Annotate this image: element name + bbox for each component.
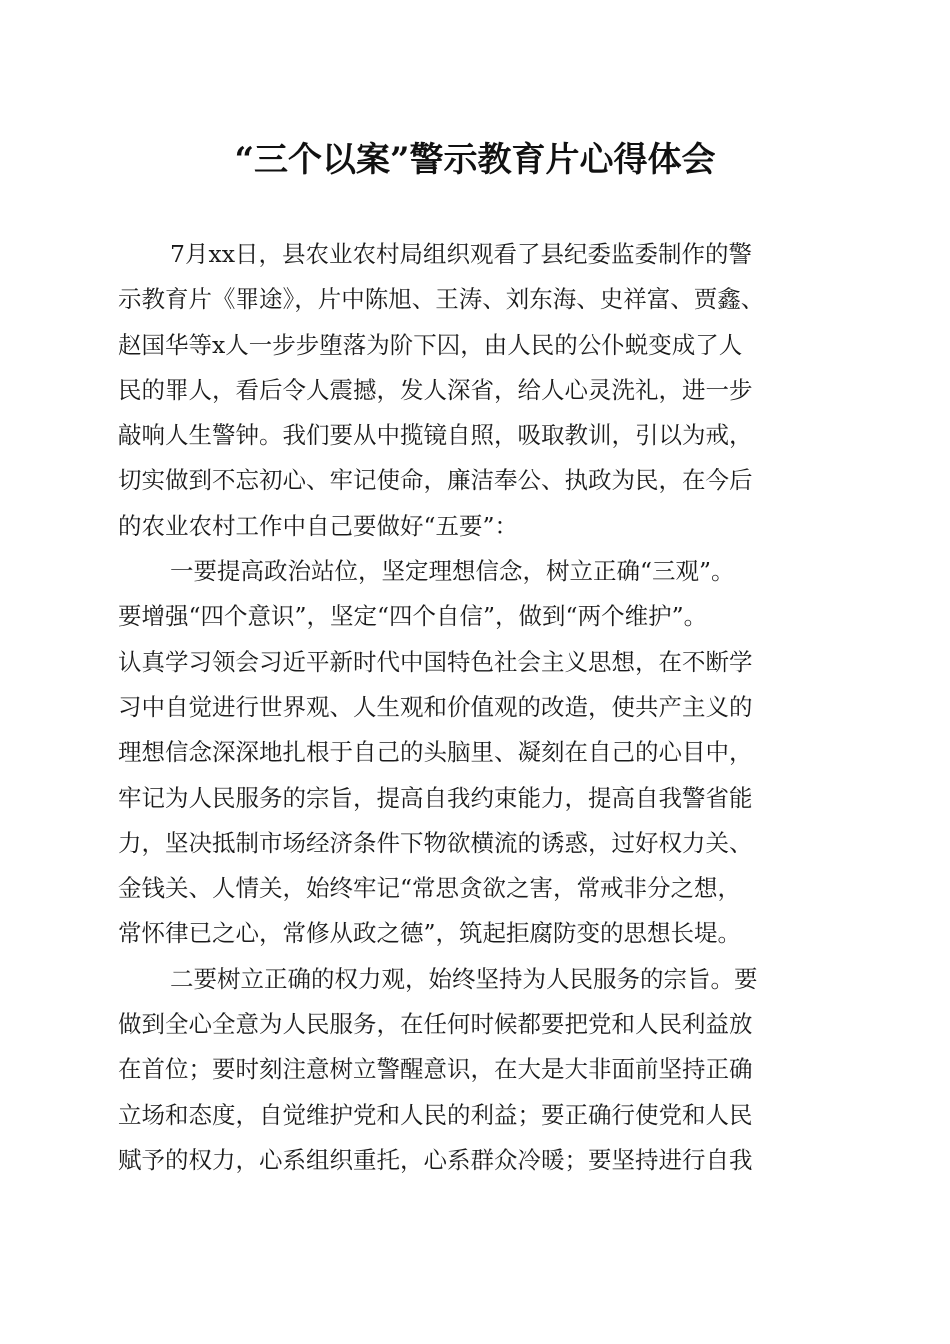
text-line: 习中自觉进行世界观、人生观和价值观的改造，使共产主义的 (118, 692, 753, 721)
text-line: 二要树立正确的权力观，始终坚持为人民服务的宗旨。要 (170, 964, 758, 993)
paragraph-point-two (118, 957, 832, 1183)
paragraph-point-one (118, 549, 832, 957)
text-line: 理想信念深深地扎根于自己的头脑里、凝刻在自己的心目中， (118, 738, 753, 767)
text-line: 民的罪人，看后令人震撼，发人深省，给人心灵洗礼，进一步 (118, 375, 753, 404)
text-line: 一要提高政治站位，坚定理想信念，树立正确“三观”。 (170, 557, 735, 586)
document-title: “三个以案”警示教育片心得体会 (234, 140, 716, 180)
text-line: 敲响人生警钟。我们要从中揽镜自照，吸取教训，引以为戒， (118, 421, 753, 450)
text-line: 7月xx日，县农业农村局组织观看了县纪委监委制作的警 (170, 240, 752, 268)
text-line: 切实做到不忘初心、牢记使命，廉洁奉公、执政为民，在今后 (118, 466, 753, 495)
paragraph-intro (118, 232, 832, 549)
text-line: 赋予的权力，心系组织重托，心系群众冷暖；要坚持进行自我 (118, 1145, 753, 1174)
text-line: 要增强“四个意识”，坚定“四个自信”，做到“两个维护”。 (118, 602, 708, 631)
document-body (118, 232, 832, 1183)
text-line: 牢记为人民服务的宗旨，提高自我约束能力，提高自我警省能 (118, 783, 753, 812)
text-line: 赵国华等x人一步步堕落为阶下囚，由人民的公仆蜕变成了人 (118, 330, 743, 359)
text-line: 立场和态度，自觉维护党和人民的利益；要正确行使党和人民 (118, 1100, 753, 1129)
text-line: 力，坚决抵制市场经济条件下物欲横流的诱惑，过好权力关、 (118, 828, 753, 857)
text-line: 金钱关、人情关，始终牢记“常思贪欲之害，常戒非分之想， (118, 874, 742, 903)
text-line: 示教育片《罪途》，片中陈旭、王涛、刘东海、史祥富、贾鑫、 (118, 285, 765, 314)
text-line: 做到全心全意为人民服务，在任何时候都要把党和人民利益放 (118, 1010, 753, 1039)
text-line: 常怀律已之心，常修从政之德”，筑起拒腐防变的思想长堤。 (118, 919, 742, 948)
text-line: 在首位；要时刻注意树立警醒意识，在大是大非面前坚持正确 (118, 1055, 753, 1084)
text-line: 认真学习领会习近平新时代中国特色社会主义思想，在不断学 (118, 647, 753, 676)
text-line: 的农业农村工作中自己要做好“五要”： (118, 511, 519, 540)
